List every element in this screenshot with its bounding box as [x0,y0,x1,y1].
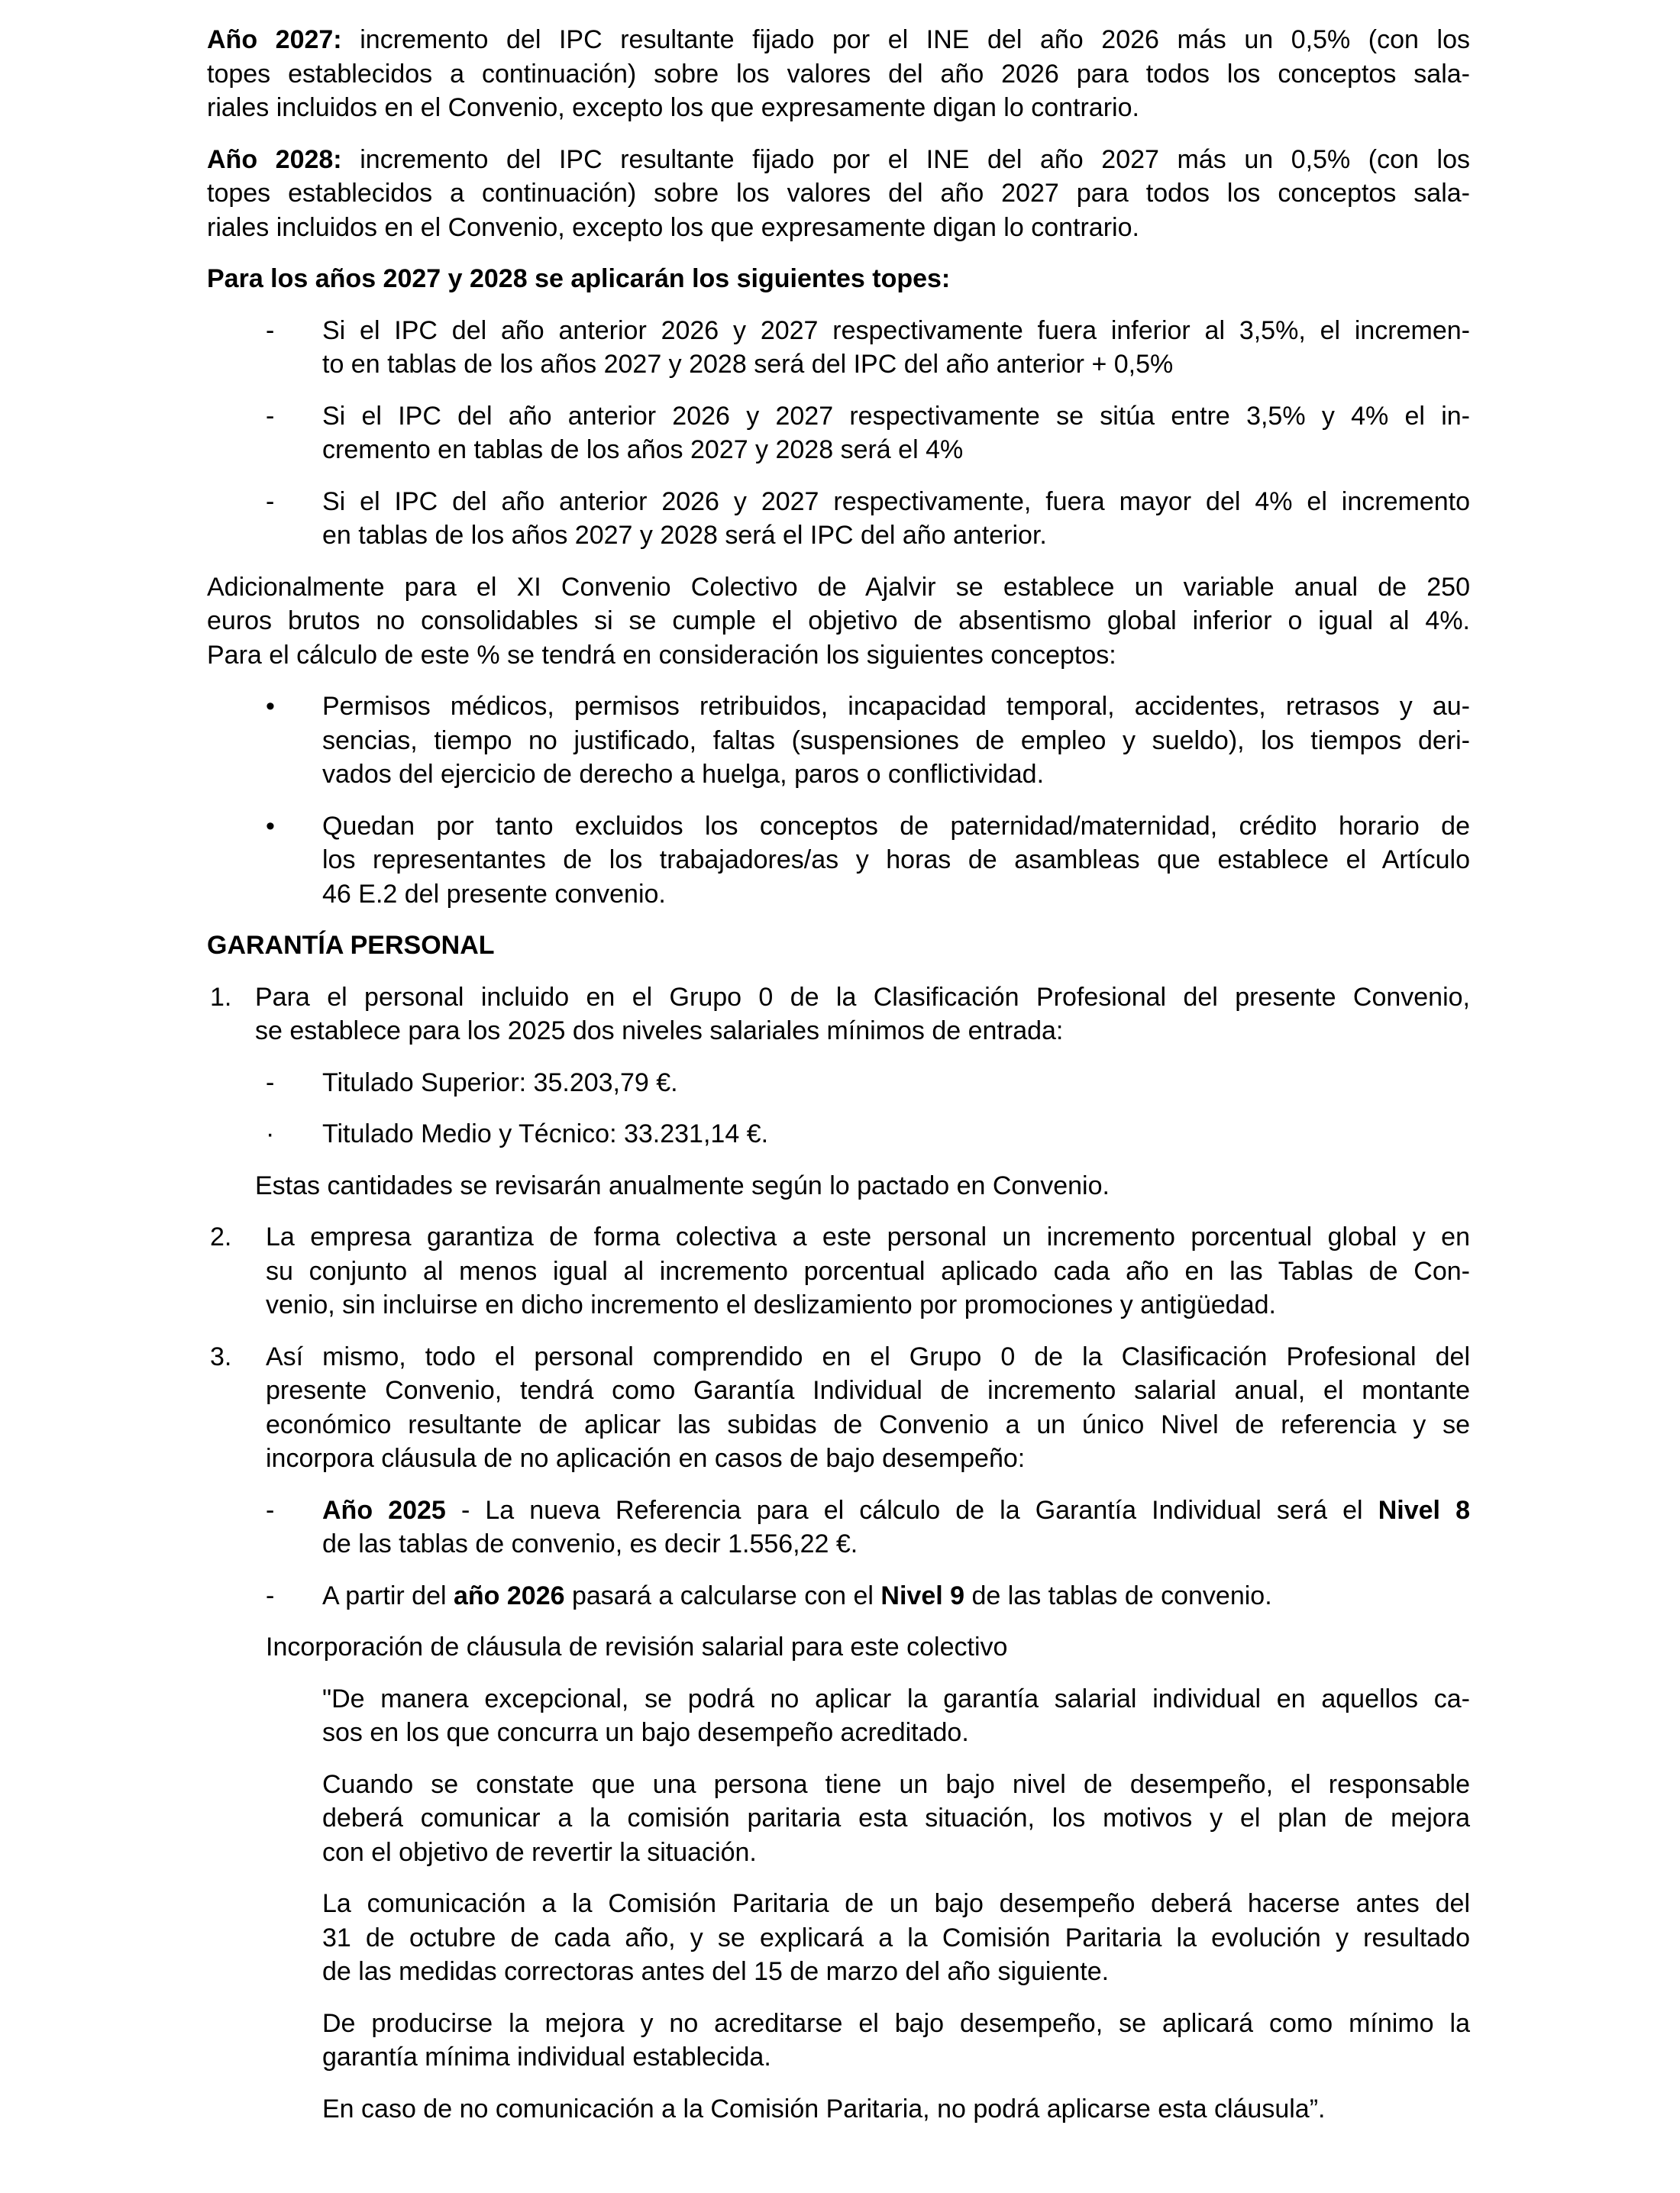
text-line [266,1442,1470,1476]
text-line [322,1682,1470,1717]
text-line [322,2007,1470,2041]
text-line [266,1255,1470,1289]
text-line [207,143,1470,177]
list-item [207,485,1470,553]
text: 46 E.2 del presente convenio. [322,879,666,909]
text: incremento del IPC resultante fijado por el INE del año 2026 más un 0,5% (con los [341,25,1470,54]
numbered-item [207,1220,1470,1323]
text: En caso de no comunicación a la Comisión Paritaria, no podrá aplicarse esta cláusula”. [322,2094,1326,2124]
text-line [322,1887,1470,1921]
text-line [322,1716,1470,1750]
text-line [207,604,1470,638]
bold-text: Nivel 8 [1378,1495,1470,1525]
paragraph [207,23,1470,125]
text: se establece para los 2025 dos niveles salariales mínimos de entrada: [255,1016,1064,1045]
text-line [322,347,1470,382]
list-item [207,399,1470,467]
text: incorpora cláusula de no aplicación en casos de bajo desempeño: [266,1444,1026,1473]
text: en tablas de los años 2027 y 2028 será el IPC del año anterior. [322,521,1047,550]
text: Para el personal incluido en el Grupo 0 de la Clasificación Profesional del presente Convenio, [255,982,1470,1012]
paragraph [207,2092,1470,2127]
text: de las medidas correctoras antes del 15 de marzo del año siguiente. [322,1957,1110,1986]
text-line [266,1630,1470,1665]
text-line [255,1169,1470,1203]
text-line [322,757,1470,792]
text-line [207,91,1470,125]
list-item [207,1494,1470,1562]
text: de las tablas de convenio. [964,1581,1272,1610]
text-line [266,1340,1470,1374]
text: sencias, tiempo no justificado, faltas (suspensiones de empleo y sueldo), los tiempos deri- [322,725,1470,755]
text: Titulado Superior: 35.203,79 €. [322,1067,678,1097]
text: Titulado Medio y Técnico: 33.231,14 €. [322,1119,769,1148]
document-page [207,23,1470,2126]
text: "De manera excepcional, se podrá no aplicar la garantía salarial individual en aquellos ca- [322,1684,1470,1713]
paragraph [207,1768,1470,1870]
text-line [322,1527,1470,1562]
text: garantía mínima individual establecida. [322,2043,771,2072]
text: sos en los que concurra un bajo desempeño acreditado. [322,1718,969,1747]
paragraph [207,143,1470,245]
text-line [322,1921,1470,1956]
text-line [322,314,1470,348]
text-line [322,1117,1470,1151]
text-line [322,843,1470,877]
text: su conjunto al menos igual al incremento porcentual aplicado cada año en las Tablas de Con- [266,1256,1470,1286]
text-line [266,1408,1470,1442]
text: Incorporación de cláusula de revisión salarial para este colectivo [266,1633,1008,1662]
text: Cuando se constate que una persona tiene un bajo nivel de desempeño, el responsable [322,1769,1470,1799]
text: 31 de octubre de cada año, y se explicará a la Comisión Paritaria la evolución y resultado [322,1923,1470,1952]
text-line [255,1014,1470,1048]
text: to en tablas de los años 2027 y 2028 será del IPC del año anterior + 0,5% [322,350,1174,379]
text: - La nueva Referencia para el cálculo de la Garantía Individual será el [445,1495,1378,1525]
text: Si el IPC del año anterior 2026 y 2027 respectivamente se sitúa entre 3,5% y 4% el in- [322,401,1470,431]
text-line [255,980,1470,1015]
text: Quedan por tanto excluidos los conceptos de paternidad/maternidad, crédito horario de [322,811,1470,841]
text-line [322,2092,1470,2127]
list-item [207,690,1470,792]
text-line [322,485,1470,519]
text-line [322,1955,1470,1989]
list-marker: 2. [210,1222,232,1252]
text-line [322,1801,1470,1836]
text-line [322,2040,1470,2075]
bold-text: Año 2025 [322,1495,446,1525]
text-line [322,724,1470,758]
bold-text: año 2026 [453,1581,565,1610]
text: riales incluidos en el Convenio, excepto los que expresamente digan lo contrario. [207,212,1139,242]
text: cremento en tablas de los años 2027 y 2028 será el 4% [322,435,964,464]
text-line [207,570,1470,605]
list-item [207,1117,1470,1151]
text-line [207,929,1470,963]
text: De producirse la mejora y no acreditarse el bajo desempeño, se aplicará como mínimo la [322,2008,1470,2038]
text-line [322,1494,1470,1528]
text: venio, sin incluirse en dicho incremento el deslizamiento por promociones y antigüedad. [266,1290,1276,1319]
text-line [322,1066,1470,1100]
list-marker: - [266,486,275,516]
text: con el objetivo de revertir la situación. [322,1837,757,1867]
text: Adicionalmente para el XI Convenio Colectivo de Ajalvir se establece un variable anual de 250 [207,572,1470,602]
text-line [322,877,1470,912]
text-line [266,1288,1470,1323]
text-line [322,1768,1470,1802]
text-line [207,638,1470,673]
text: deberá comunicar a la comisión paritaria esta situación, los motivos y el plan de mejora [322,1804,1470,1833]
text-line [207,23,1470,57]
text: Así mismo, todo el personal comprendido en el Grupo 0 de la Clasificación Profesional del [266,1342,1470,1371]
list-marker: - [266,315,275,345]
text: Si el IPC del año anterior 2026 y 2027 respectivamente fuera inferior al 3,5%, el incremen- [322,315,1470,345]
text-line [207,57,1470,92]
text: Si el IPC del año anterior 2026 y 2027 respectivamente, fuera mayor del 4% el incremento [322,486,1470,516]
list-marker: - [266,401,275,431]
text-line [266,1374,1470,1408]
bold-text: Para los años 2027 y 2028 se aplicarán los siguientes topes: [207,264,951,293]
text-line [266,1220,1470,1255]
paragraph [207,1887,1470,1989]
text-line [322,809,1470,844]
bold-text: Nivel 9 [880,1581,965,1610]
text: A partir del [322,1581,454,1610]
list-item [207,314,1470,382]
text: económico resultante de aplicar las subidas de Convenio a un único Nivel de referencia y se [266,1410,1470,1439]
list-item [207,809,1470,912]
list-item [207,1066,1470,1100]
paragraph [207,929,1470,963]
text: topes establecidos a continuación) sobre los valores del año 2027 para todos los conceptos sala- [207,179,1470,208]
paragraph [207,1630,1470,1665]
paragraph [207,570,1470,673]
text: euros brutos no consolidables si se cumple el objetivo de absentismo global inferior o igual al 4%. [207,606,1470,635]
text-line [207,262,1470,296]
text-line [207,211,1470,245]
text-line [322,1579,1470,1613]
paragraph [207,1682,1470,1750]
list-marker: - [266,1581,275,1610]
numbered-item [207,1340,1470,1476]
paragraph [207,262,1470,296]
bullet-marker: • [266,811,275,841]
text: La comunicación a la Comisión Paritaria de un bajo desempeño deberá hacerse antes del [322,1889,1470,1918]
text-line [322,690,1470,724]
text: de las tablas de convenio, es decir 1.556,22 €. [322,1529,858,1558]
text-line [322,518,1470,553]
list-marker: · [266,1119,275,1148]
list-marker: - [266,1067,275,1097]
text: Para el cálculo de este % se tendrá en consideración los siguientes conceptos: [207,640,1116,670]
text-line [207,176,1470,211]
text: riales incluidos en el Convenio, excepto los que expresamente digan lo contrario. [207,93,1139,122]
text-line [322,1836,1470,1870]
text: Permisos médicos, permisos retribuidos, incapacidad temporal, accidentes, retrasos y au- [322,692,1470,721]
text: vados del ejercicio de derecho a huelga, paros o conflictividad. [322,760,1045,789]
numbered-item [207,980,1470,1048]
paragraph [207,2007,1470,2075]
text: Estas cantidades se revisarán anualmente según lo pactado en Convenio. [255,1171,1110,1200]
list-marker: 3. [210,1342,232,1371]
list-item [207,1579,1470,1613]
text-line [322,433,1470,467]
list-marker: 1. [210,982,232,1012]
bold-text: Año 2028: [207,144,342,174]
text: pasará a calcularse con el [564,1581,881,1610]
text: los representantes de los trabajadores/as y horas de asambleas que establece el Artículo [322,845,1470,874]
list-marker: - [266,1495,275,1525]
text: topes establecidos a continuación) sobre los valores del año 2026 para todos los conceptos sala- [207,59,1470,89]
bold-text: GARANTÍA PERSONAL [207,931,495,960]
text-line [322,399,1470,434]
paragraph [207,1169,1470,1203]
text: presente Convenio, tendrá como Garantía Individual de incremento salarial anual, el montante [266,1376,1470,1405]
bullet-marker: • [266,692,275,721]
text: incremento del IPC resultante fijado por el INE del año 2027 más un 0,5% (con los [341,144,1470,174]
bold-text: Año 2027: [207,25,342,54]
text: La empresa garantiza de forma colectiva a este personal un incremento porcentual global y en [266,1222,1470,1252]
